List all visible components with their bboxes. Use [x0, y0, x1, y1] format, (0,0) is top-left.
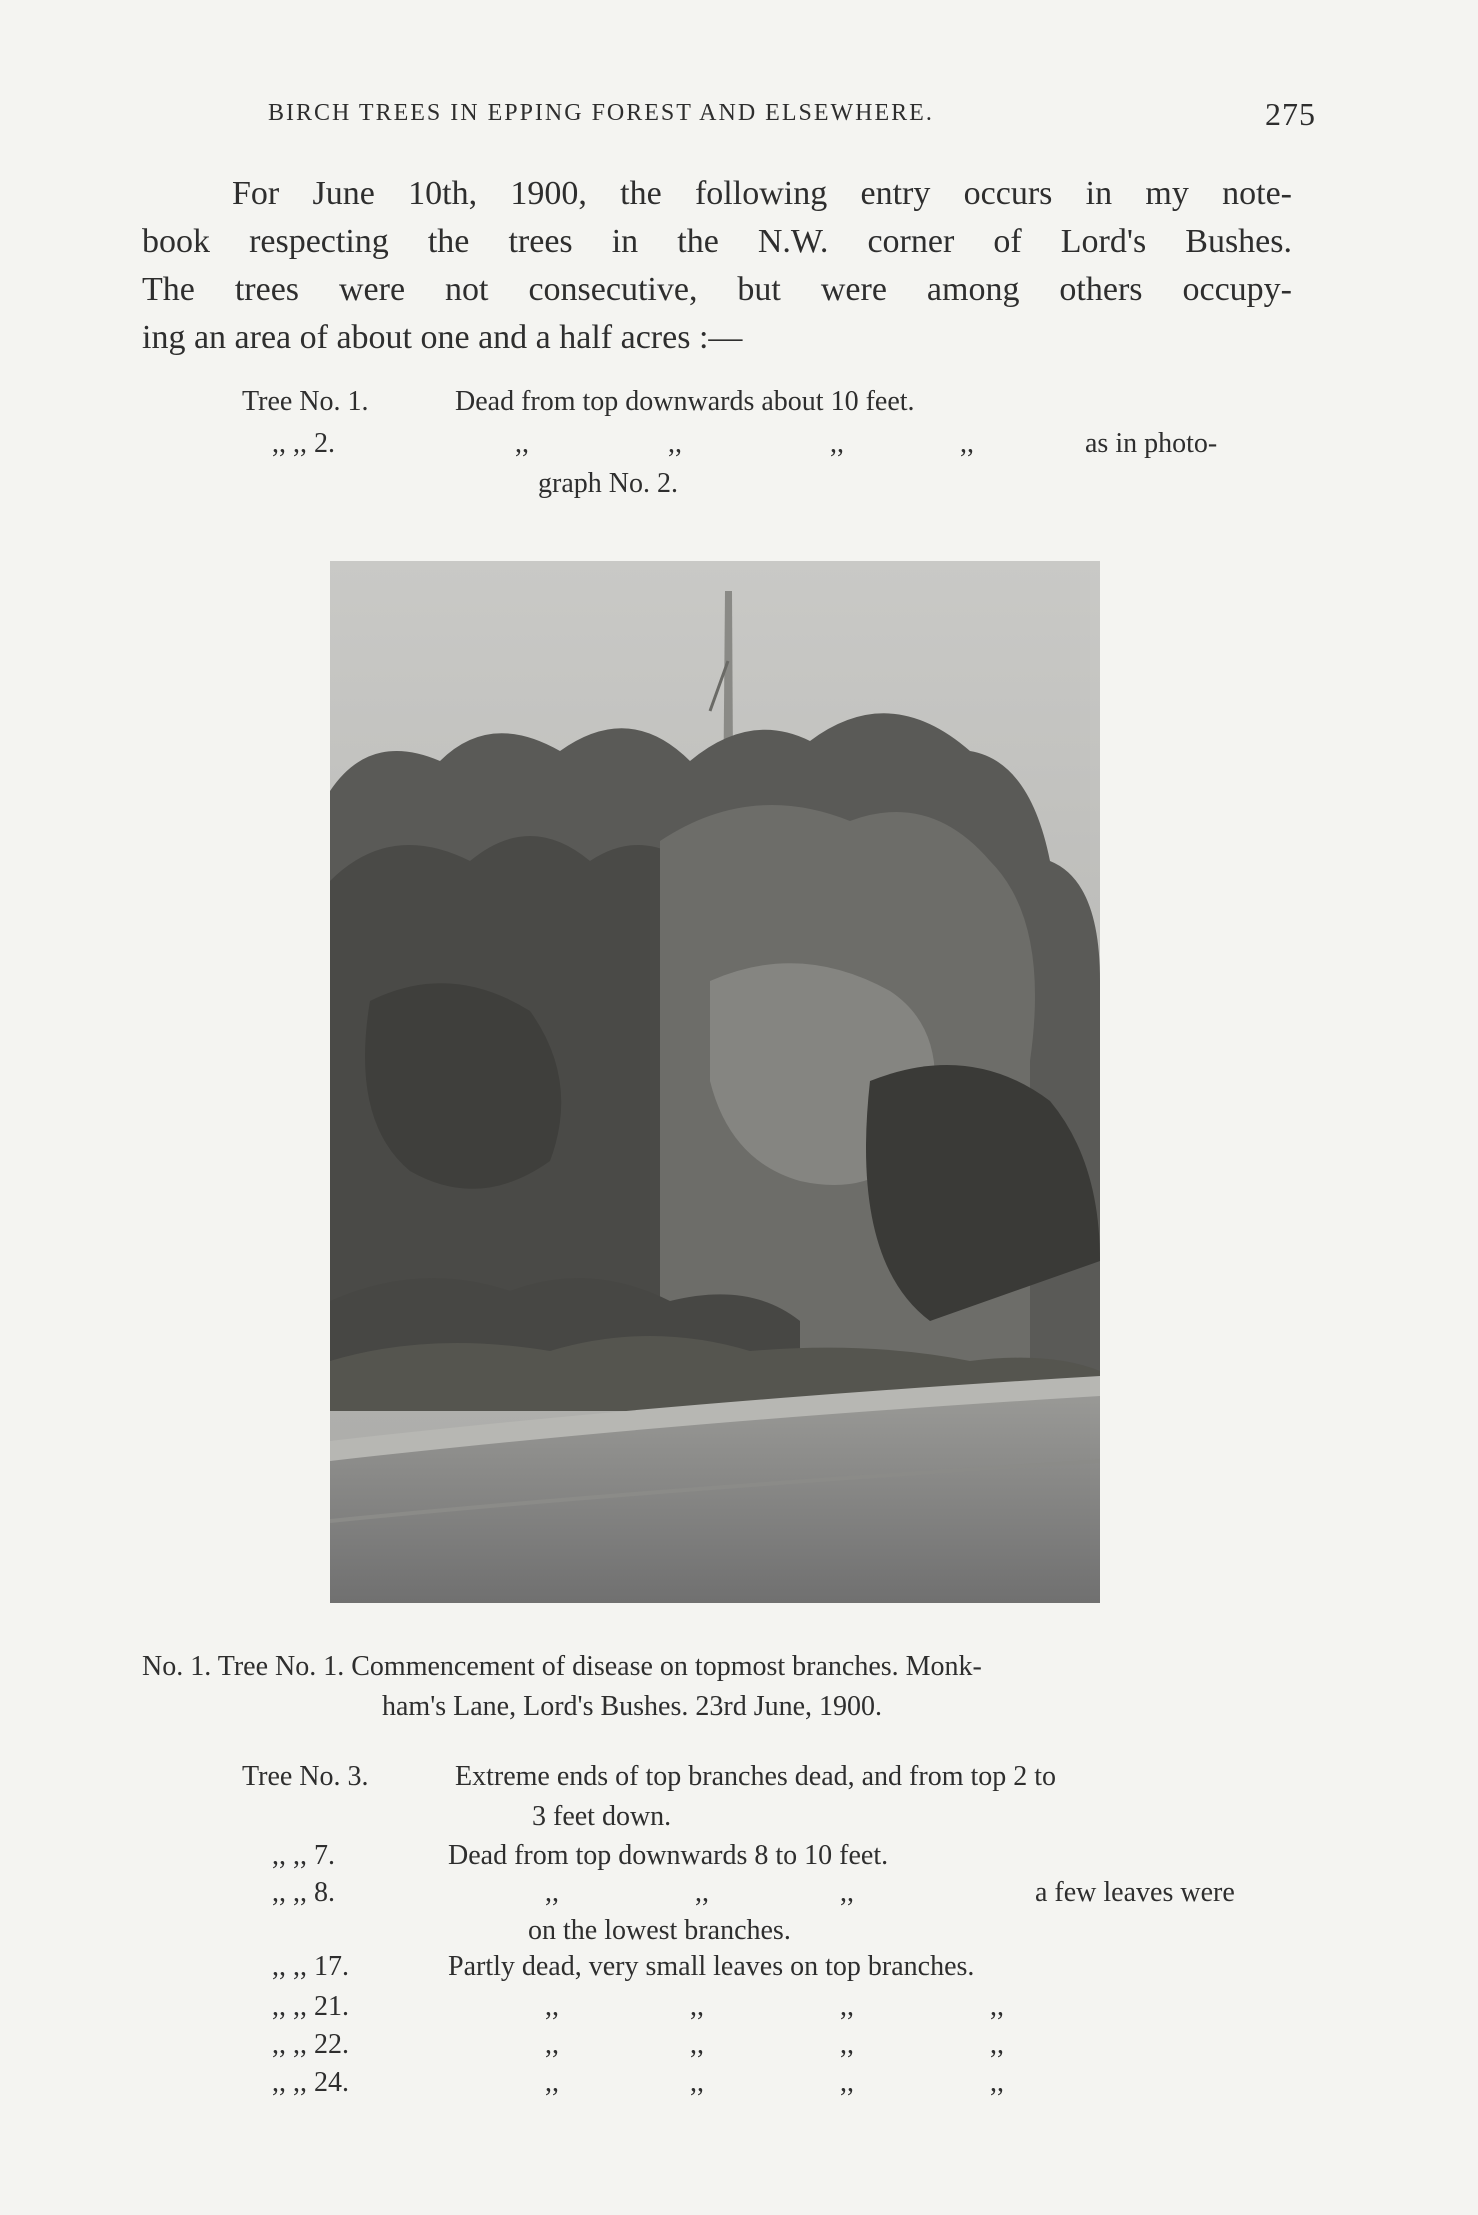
tree-number: ,, ,, 7.	[272, 1840, 335, 1871]
ditto-mark: ,,	[990, 2029, 1004, 2060]
tree-description-continued: 3 feet down.	[532, 1801, 672, 1832]
tree-description: Dead from top downwards about 10 feet.	[455, 386, 915, 417]
tree-description: Dead from top downwards 8 to 10 feet.	[448, 1840, 889, 1871]
running-header	[268, 96, 1316, 132]
ditto-mark: ,,	[990, 2067, 1004, 2098]
ditto-mark: ,,	[690, 2029, 704, 2060]
ditto-mark: ,,	[840, 1877, 854, 1908]
ditto-mark: ,,	[515, 428, 529, 459]
intro-paragraph	[142, 170, 1292, 362]
photograph	[330, 561, 1100, 1603]
photograph-image	[330, 561, 1100, 1603]
tree-description: Extreme ends of top branches dead, and from top 2 to	[455, 1761, 1057, 1792]
ditto-mark: ,,	[545, 1877, 559, 1908]
ditto-mark: ,,	[960, 428, 974, 459]
tree-description-continued: on the lowest branches.	[528, 1915, 791, 1946]
running-title: BIRCH TREES IN EPPING FOREST AND ELSEWHERE.	[268, 100, 934, 126]
paragraph-line: ing an area of about one and a half acres :—	[142, 319, 743, 356]
ditto-mark: ,,	[840, 2067, 854, 2098]
tree-description-continued: graph No. 2.	[538, 468, 678, 499]
page-number: 275	[1265, 96, 1316, 132]
tree-number: ,, ,, 24.	[272, 2067, 349, 2098]
tree-description: a few leaves were	[1035, 1877, 1235, 1908]
figure-caption: ham's Lane, Lord's Bushes. 23rd June, 1900.	[382, 1691, 883, 1722]
ditto-mark: ,,	[990, 1991, 1004, 2022]
tree-description: as in photo-	[1085, 428, 1218, 459]
ditto-mark: ,,	[695, 1877, 709, 1908]
paragraph-line: book respecting the trees in the N.W. corner of Lord's Bushes.	[142, 223, 1292, 260]
figure-caption: No. 1. Tree No. 1. Commencement of disease on topmost branches. Monk-	[142, 1651, 982, 1682]
ditto-mark: ,,	[840, 2029, 854, 2060]
ditto-mark: ,,	[830, 428, 844, 459]
tree-number: ,, ,, 22.	[272, 2029, 349, 2060]
ditto-mark: ,,	[840, 1991, 854, 2022]
ditto-mark: ,,	[690, 2067, 704, 2098]
tree-number: ,, ,, 2.	[272, 428, 335, 459]
paragraph-line: For June 10th, 1900, the following entry occurs in my note-	[232, 175, 1292, 212]
tree-number: Tree No. 1.	[242, 386, 369, 417]
ditto-mark: ,,	[545, 2067, 559, 2098]
tree-number: ,, ,, 21.	[272, 1991, 349, 2022]
ditto-mark: ,,	[545, 1991, 559, 2022]
tree-number: ,, ,, 17.	[272, 1951, 349, 1982]
paragraph-line: The trees were not consecutive, but were among others occupy-	[142, 271, 1292, 308]
tree-description: Partly dead, very small leaves on top branches.	[448, 1951, 975, 1982]
ditto-mark: ,,	[690, 1991, 704, 2022]
ditto-mark: ,,	[668, 428, 682, 459]
ditto-mark: ,,	[545, 2029, 559, 2060]
tree-number: ,, ,, 8.	[272, 1877, 335, 1908]
tree-number: Tree No. 3.	[242, 1761, 369, 1792]
